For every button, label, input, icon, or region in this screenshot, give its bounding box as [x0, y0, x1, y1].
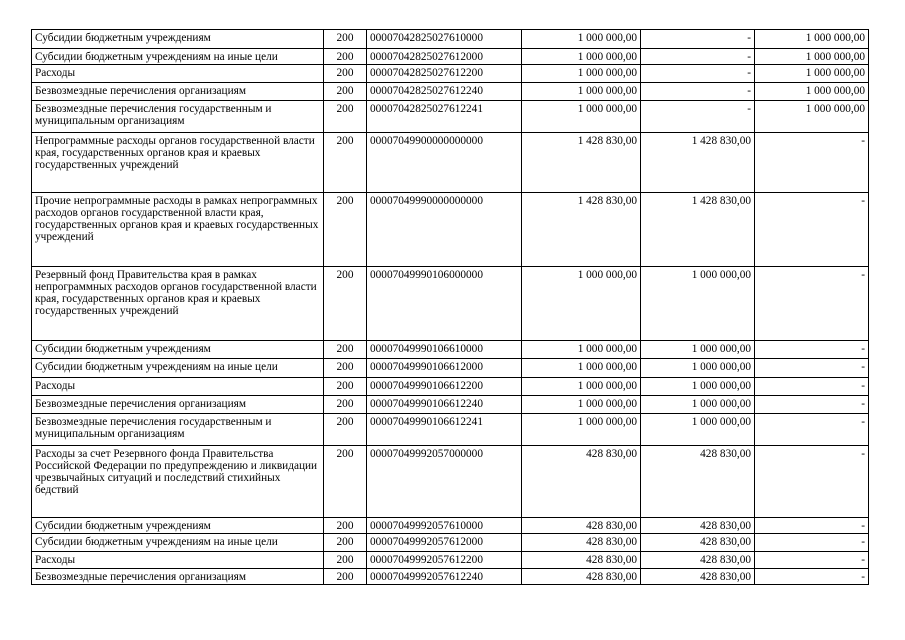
row-executed-amount-cell: 428 830,00 [641, 518, 755, 534]
row-budget-code-cell: 00007042825027612241 [367, 101, 522, 133]
row-executed-amount-cell: 1 000 000,00 [641, 359, 755, 378]
row-unexecuted-amount-cell: - [755, 267, 869, 341]
row-line-code-cell: 200 [324, 193, 367, 267]
row-line-code-cell: 200 [324, 359, 367, 378]
row-executed-amount-cell: - [641, 83, 755, 101]
row-unexecuted-amount-cell: 1 000 000,00 [755, 65, 869, 83]
table-row [32, 133, 869, 193]
row-approved-amount-cell: 1 000 000,00 [522, 378, 641, 396]
table-body [32, 30, 869, 585]
row-unexecuted-amount-cell: - [755, 569, 869, 585]
row-budget-code-cell: 00007049992057612240 [367, 569, 522, 585]
row-line-code-cell: 200 [324, 83, 367, 101]
row-executed-amount-cell: 1 428 830,00 [641, 133, 755, 193]
row-approved-amount-cell: 1 000 000,00 [522, 396, 641, 414]
table-row [32, 569, 869, 585]
row-budget-code-cell: 00007042825027612000 [367, 49, 522, 65]
row-name-cell: Субсидии бюджетным учреждениям на иные цели [32, 49, 324, 65]
row-name-cell: Прочие непрограммные расходы в рамках непрограммных расходов органов государственной власти края, государственных органов края и краевых государственных учреждений [32, 193, 324, 267]
row-unexecuted-amount-cell: - [755, 193, 869, 267]
row-line-code-cell: 200 [324, 133, 367, 193]
row-name-cell: Безвозмездные перечисления организациям [32, 83, 324, 101]
row-line-code-cell: 200 [324, 518, 367, 534]
row-approved-amount-cell: 1 000 000,00 [522, 83, 641, 101]
row-unexecuted-amount-cell: 1 000 000,00 [755, 83, 869, 101]
row-executed-amount-cell: - [641, 65, 755, 83]
row-approved-amount-cell: 1 000 000,00 [522, 49, 641, 65]
row-line-code-cell: 200 [324, 30, 367, 49]
row-executed-amount-cell: 1 000 000,00 [641, 378, 755, 396]
row-budget-code-cell: 00007049990106000000 [367, 267, 522, 341]
table-row [32, 267, 869, 341]
row-executed-amount-cell: 1 000 000,00 [641, 396, 755, 414]
row-approved-amount-cell: 428 830,00 [522, 446, 641, 518]
row-budget-code-cell: 00007049992057000000 [367, 446, 522, 518]
table-row [32, 414, 869, 446]
row-approved-amount-cell: 1 000 000,00 [522, 30, 641, 49]
row-name-cell: Безвозмездные перечисления государственным и муниципальным организациям [32, 101, 324, 133]
row-name-cell: Расходы за счет Резервного фонда Правительства Российской Федерации по предупреждению и ликвидации чрезвычайных ситуаций и последствий стихийных бедствий [32, 446, 324, 518]
row-executed-amount-cell: - [641, 49, 755, 65]
row-budget-code-cell: 00007049990106612000 [367, 359, 522, 378]
row-approved-amount-cell: 1 000 000,00 [522, 267, 641, 341]
row-budget-code-cell: 00007049992057612000 [367, 534, 522, 552]
budget-expenditure-table [31, 29, 869, 585]
row-executed-amount-cell: 428 830,00 [641, 446, 755, 518]
row-unexecuted-amount-cell: - [755, 133, 869, 193]
table-row [32, 193, 869, 267]
row-approved-amount-cell: 1 000 000,00 [522, 101, 641, 133]
row-name-cell: Субсидии бюджетным учреждениям [32, 341, 324, 359]
row-line-code-cell: 200 [324, 414, 367, 446]
table-row [32, 30, 869, 49]
table-row [32, 65, 869, 83]
row-budget-code-cell: 00007042825027612200 [367, 65, 522, 83]
row-unexecuted-amount-cell: 1 000 000,00 [755, 101, 869, 133]
row-approved-amount-cell: 428 830,00 [522, 569, 641, 585]
row-line-code-cell: 200 [324, 446, 367, 518]
row-approved-amount-cell: 428 830,00 [522, 518, 641, 534]
row-unexecuted-amount-cell: - [755, 359, 869, 378]
table-row [32, 49, 869, 65]
table-row [32, 101, 869, 133]
row-name-cell: Безвозмездные перечисления организациям [32, 396, 324, 414]
row-approved-amount-cell: 428 830,00 [522, 534, 641, 552]
row-budget-code-cell: 00007042825027610000 [367, 30, 522, 49]
row-name-cell: Резервный фонд Правительства края в рамках непрограммных расходов органов государственной власти края, государственных органов края и краевых государственных учреждений [32, 267, 324, 341]
row-unexecuted-amount-cell: - [755, 396, 869, 414]
row-approved-amount-cell: 1 000 000,00 [522, 65, 641, 83]
row-executed-amount-cell: 428 830,00 [641, 569, 755, 585]
row-unexecuted-amount-cell: 1 000 000,00 [755, 49, 869, 65]
row-approved-amount-cell: 1 428 830,00 [522, 133, 641, 193]
row-name-cell: Непрограммные расходы органов государственной власти края, государственных органов края и краевых государственных учреждений [32, 133, 324, 193]
row-budget-code-cell: 00007049990106610000 [367, 341, 522, 359]
table-row [32, 341, 869, 359]
row-unexecuted-amount-cell: - [755, 378, 869, 396]
row-budget-code-cell: 00007049990106612241 [367, 414, 522, 446]
table-row [32, 446, 869, 518]
row-budget-code-cell: 00007049990106612200 [367, 378, 522, 396]
row-name-cell: Расходы [32, 378, 324, 396]
row-executed-amount-cell: 428 830,00 [641, 552, 755, 569]
table-row [32, 359, 869, 378]
table-row [32, 378, 869, 396]
table-row [32, 534, 869, 552]
table-row [32, 396, 869, 414]
row-line-code-cell: 200 [324, 534, 367, 552]
row-line-code-cell: 200 [324, 341, 367, 359]
table-row [32, 552, 869, 569]
row-executed-amount-cell: - [641, 30, 755, 49]
row-budget-code-cell: 00007049992057610000 [367, 518, 522, 534]
row-name-cell: Расходы [32, 65, 324, 83]
row-unexecuted-amount-cell: - [755, 414, 869, 446]
row-line-code-cell: 200 [324, 49, 367, 65]
row-budget-code-cell: 00007049900000000000 [367, 133, 522, 193]
row-unexecuted-amount-cell: 1 000 000,00 [755, 30, 869, 49]
row-executed-amount-cell: 1 000 000,00 [641, 414, 755, 446]
row-name-cell: Субсидии бюджетным учреждениям на иные цели [32, 534, 324, 552]
row-executed-amount-cell: 428 830,00 [641, 534, 755, 552]
row-line-code-cell: 200 [324, 65, 367, 83]
budget-table-container [31, 29, 869, 585]
row-executed-amount-cell: 1 000 000,00 [641, 341, 755, 359]
row-executed-amount-cell: 1 000 000,00 [641, 267, 755, 341]
row-executed-amount-cell: - [641, 101, 755, 133]
row-line-code-cell: 200 [324, 396, 367, 414]
row-unexecuted-amount-cell: - [755, 446, 869, 518]
row-line-code-cell: 200 [324, 267, 367, 341]
table-row [32, 83, 869, 101]
row-name-cell: Безвозмездные перечисления организациям [32, 569, 324, 585]
row-line-code-cell: 200 [324, 569, 367, 585]
row-line-code-cell: 200 [324, 378, 367, 396]
row-approved-amount-cell: 1 000 000,00 [522, 341, 641, 359]
row-approved-amount-cell: 1 428 830,00 [522, 193, 641, 267]
row-budget-code-cell: 00007049992057612200 [367, 552, 522, 569]
row-approved-amount-cell: 428 830,00 [522, 552, 641, 569]
row-line-code-cell: 200 [324, 552, 367, 569]
row-budget-code-cell: 00007049990106612240 [367, 396, 522, 414]
row-name-cell: Безвозмездные перечисления государственным и муниципальным организациям [32, 414, 324, 446]
row-name-cell: Субсидии бюджетным учреждениям [32, 30, 324, 49]
row-line-code-cell: 200 [324, 101, 367, 133]
row-unexecuted-amount-cell: - [755, 552, 869, 569]
row-name-cell: Субсидии бюджетным учреждениям на иные цели [32, 359, 324, 378]
row-approved-amount-cell: 1 000 000,00 [522, 359, 641, 378]
row-executed-amount-cell: 1 428 830,00 [641, 193, 755, 267]
row-name-cell: Расходы [32, 552, 324, 569]
row-budget-code-cell: 00007049990000000000 [367, 193, 522, 267]
row-unexecuted-amount-cell: - [755, 518, 869, 534]
row-unexecuted-amount-cell: - [755, 534, 869, 552]
row-name-cell: Субсидии бюджетным учреждениям [32, 518, 324, 534]
row-budget-code-cell: 00007042825027612240 [367, 83, 522, 101]
row-unexecuted-amount-cell: - [755, 341, 869, 359]
row-approved-amount-cell: 1 000 000,00 [522, 414, 641, 446]
table-row [32, 518, 869, 534]
